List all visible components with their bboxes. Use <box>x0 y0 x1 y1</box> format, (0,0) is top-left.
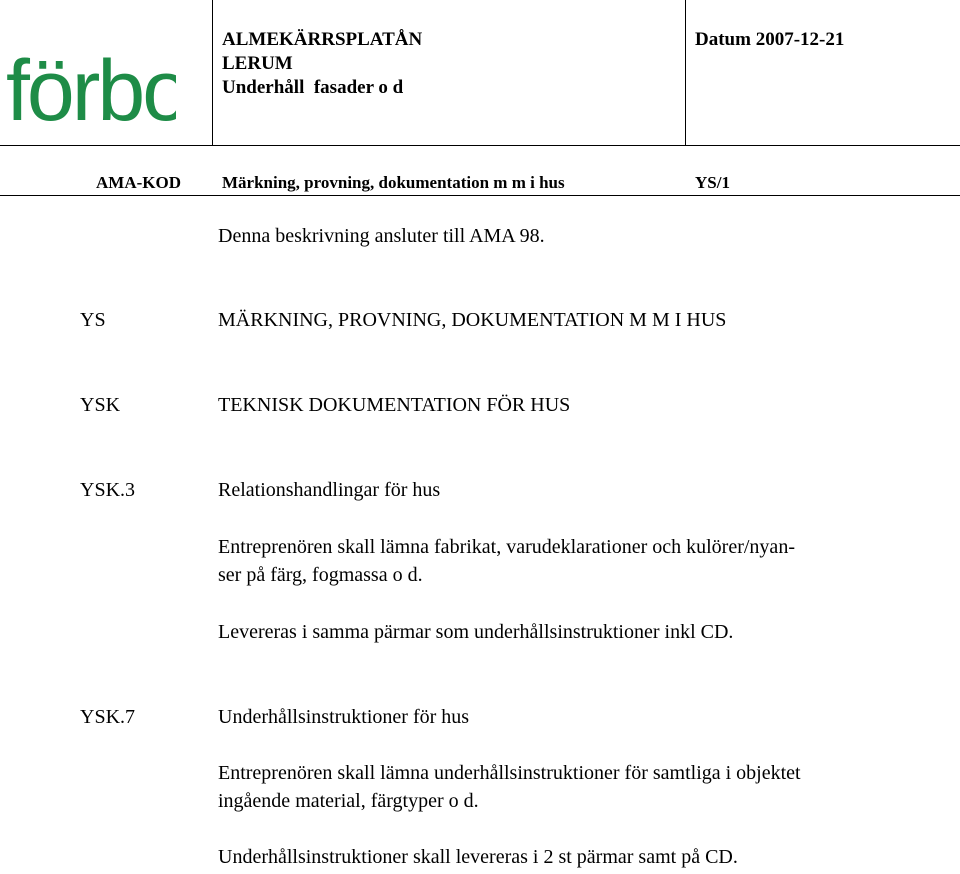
header-bottom-rule <box>0 145 960 146</box>
section-title-ysk7: Underhållsinstruktioner för hus <box>218 706 470 728</box>
project-subject: Underhåll fasader o d <box>222 77 404 98</box>
document-date: Datum 2007-12-21 <box>695 29 845 50</box>
ama-code-label: AMA-KOD <box>96 173 181 192</box>
project-name: ALMEKÄRRSPLATÅN <box>222 29 423 50</box>
ysk3-paragraph-2: Levereras i samma pärmar som underhållsinstruktioner inkl CD. <box>218 621 734 643</box>
logo-text: förbo <box>6 43 176 130</box>
section-title-ys: MÄRKNING, PROVNING, DOKUMENTATION M M I HUS <box>218 309 727 331</box>
ama-description: Märkning, provning, dokumentation m m i hus <box>222 173 565 192</box>
intro-text: Denna beskrivning ansluter till AMA 98. <box>218 225 545 247</box>
project-info <box>222 28 672 100</box>
header-divider-right <box>685 0 686 146</box>
forbo-logo <box>6 40 176 135</box>
ama-row-bottom-rule <box>0 195 960 196</box>
header-divider-left <box>212 0 213 146</box>
section-code-ys: YS <box>80 309 106 331</box>
ysk7-paragraph-1: Entreprenören skall lämna underhållsinstruktioner för samtliga i objektet ingående material, färgtyper o d. <box>218 762 801 812</box>
section-code-ysk: YSK <box>80 394 121 416</box>
ysk3-paragraph-1: Entreprenören skall lämna fabrikat, varudeklarationer och kulörer/nyan- ser på färg, fogmassa o d. <box>218 536 795 586</box>
forbo-logo-mark <box>6 40 176 130</box>
section-title-ysk: TEKNISK DOKUMENTATION FÖR HUS <box>218 394 571 416</box>
section-code-ysk7: YSK.7 <box>80 706 136 728</box>
ama-reference: YS/1 <box>695 173 730 192</box>
project-location: LERUM <box>222 53 293 74</box>
ysk7-paragraph-2: Underhållsinstruktioner skall levereras i 2 st pärmar samt på CD. <box>218 846 738 868</box>
section-code-ysk3: YSK.3 <box>80 479 136 501</box>
section-title-ysk3: Relationshandlingar för hus <box>218 479 441 501</box>
